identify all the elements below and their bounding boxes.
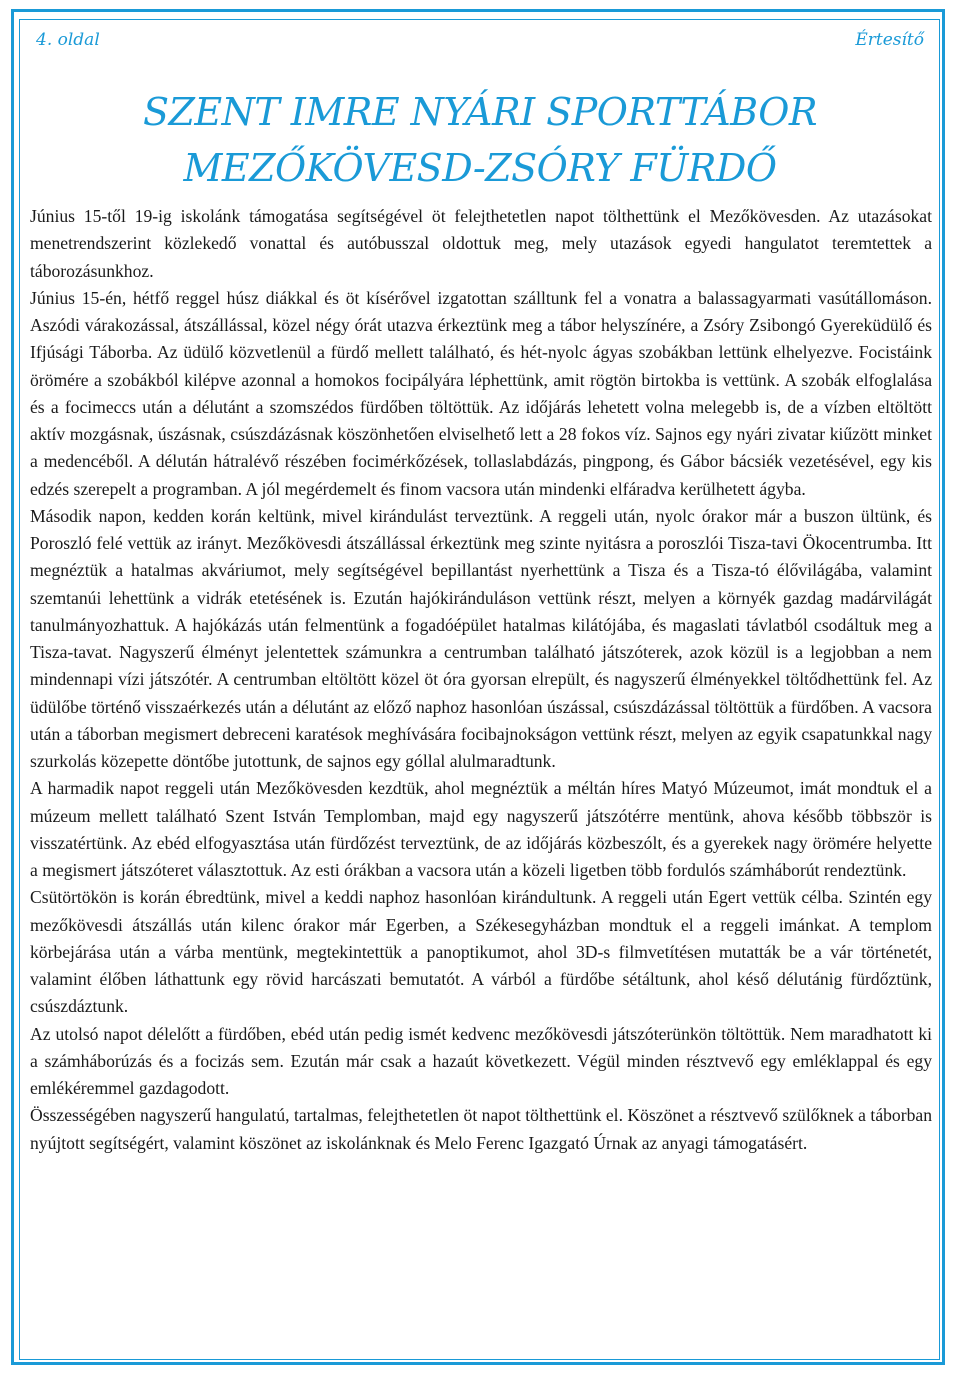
article-title-line-2: MEZŐKÖVESD-ZSÓRY FÜRDŐ xyxy=(183,146,777,190)
publication-name: Értesítő xyxy=(855,30,924,50)
paragraph: Csütörtökön is korán ébredtünk, mivel a keddi naphoz hasonlóan kirándultunk. A reggeli után Egert vettük célba. Szintén egy mezőkövesdi átszállás után kilenc órakor már Egerben, a Székesegyházban mondtuk el a reggeli imánkat. A templom körbejárása után a várba mentünk, megtekintettük a panoptikumot, ahol 3D-s filmvetítésen mutatták be a vár történetét, valamint élőben láthattunk egy rövid harcászati bemutatót. A várból a fürdőbe sétáltunk, ahol késő délutánig fürdőztünk, csúszdáztunk. xyxy=(30,887,932,1017)
article-title-line-1: SZENT IMRE NYÁRI SPORTTÁBOR xyxy=(142,90,818,134)
paragraph: Összességében nagyszerű hangulatú, tartalmas, felejthetetlen öt napot tölthettünk el. Köszönet a résztvevő szülőknek a táborban nyújtott segítségért, valamint köszönet az iskolánknak és Melo Ferenc Igazgató Úrnak az anyagi támogatásért. xyxy=(30,1105,932,1153)
page-number-label: 4. oldal xyxy=(36,30,100,50)
paragraph: Június 15-én, hétfő reggel húsz diákkal és öt kísérővel izgatottan szálltunk fel a vonatra a balassagyarmati vasútállomáson. Aszódi várakozással, átszállással, közel négy órát utazva érkeztünk meg a tábor helyszínére, a Zsóry Zsibongó Gyereküdülő és Ifjúsági Táborba. Az üdülő közvetlenül a fürdő mellett található, és hét-nyolc ágyas szobákban lettünk elhelyezve. Focistáink örömére a szobákból kilépve azonnal a homokos focipályára léphettünk, amit rögtön birtokba is vettünk. A szobák elfoglalása és a focimeccs után a délutánt a szomszédos fürdőben töltöttük. Az időjárás lehetett volna melegebb is, de a vízben eltöltött aktív mozgásnak, úszásnak, csúszdázásnak köszönhetően elviselhető lett a 28 fokos víz. Sajnos egy nyári zivatar kiűzött minket a medencéből. A délután hátralévő részében focimérkőzések, tollaslabdázás, pingpong, és Gábor bácsiék vezetésével, egy kis edzés szerepelt a programban. A jól megérdemelt és finom vacsora után mindenki elfáradva kerülhetett ágyba. xyxy=(30,287,932,499)
paragraph: Második napon, kedden korán keltünk, mivel kirándulást terveztünk. A reggeli után, nyolc órakor már a buszon ültünk, és Poroszló felé vettük az irányt. Mezőkövesdi átszállással érkeztünk meg szinte nyitásra a poroszlói Tisza-tavi Ökocentrumba. Itt megnéztük a hatalmas akváriumot, mely segítségével bepillantást nyerhettünk a Tisza és a Tisza-tó élővilágába, valamint szemtanúi lehettünk a vidrák etetésének is. Ezután hajókiránduláson vettünk részt, melyen a környék gazdag madárvilágát tanulmányozhattuk. A hajókázás után felmentünk a fogadóépület hatalmas kilátójába, és magaslati távlatból csodáltuk meg a Tisza-tavat. Nagyszerű élményt jelentettek számunkra a centrumban található játszóterek, azok közül is a legjobban a nem mindennapi vízi játszótér. A centrumban eltöltött közel öt óra gyorsan elrepült, és nagyszerű élményekkel töltődhettünk fel. Az üdülőbe történő visszaérkezés után a délutánt az előző naphoz hasonlóan úszással, csúszdázással töltöttük a fürdőben. A vacsora után a táborban megismert debreceni karatésok meghívására focibajnokságon vettünk részt, melyen az egyik csapatunkkal nagy szurkolás közepette döntőbe jutottunk, de sajnos egy góllal alulmaradtunk. xyxy=(30,505,932,771)
paragraph: Az utolsó napot délelőtt a fürdőben, ebéd után pedig ismét kedvenc mezőkövesdi játszóterünkön töltöttük. Nem maradhatott ki a számháborúzás és a focizás sem. Ezután már csak a hazaút következett. Végül minden résztvevő egy emléklappal és egy emlékéremmel gazdagodott. xyxy=(30,1023,932,1098)
paragraph: Június 15-től 19-ig iskolánk támogatása segítségével öt felejthetetlen napot tölthettünk el Mezőkövesden. Az utazásokat menetrendszerint közlekedő vonattal és autóbusszal oldottuk meg, mely utazások egyedi hangulatot teremtettek a táborozásunkhoz. xyxy=(30,206,932,281)
paragraph: A harmadik napot reggeli után Mezőkövesden kezdtük, ahol megnéztük a méltán híres Matyó Múzeumot, imát mondtuk el a múzeum mellett található Szent István Templomban, majd egy nagyszerű játszótérre mentünk, ahova később többször is visszatértünk. Az ebéd elfogyasztása után fürdőzést terveztünk, de az időjárás közbeszólt, és a gyerekek nagy örömére helyette a megismert játszóteret választottuk. Az esti órákban a vacsora után a közeli ligetben több fordulós számháborút rendeztünk. xyxy=(30,778,932,880)
article-body xyxy=(30,203,932,1157)
